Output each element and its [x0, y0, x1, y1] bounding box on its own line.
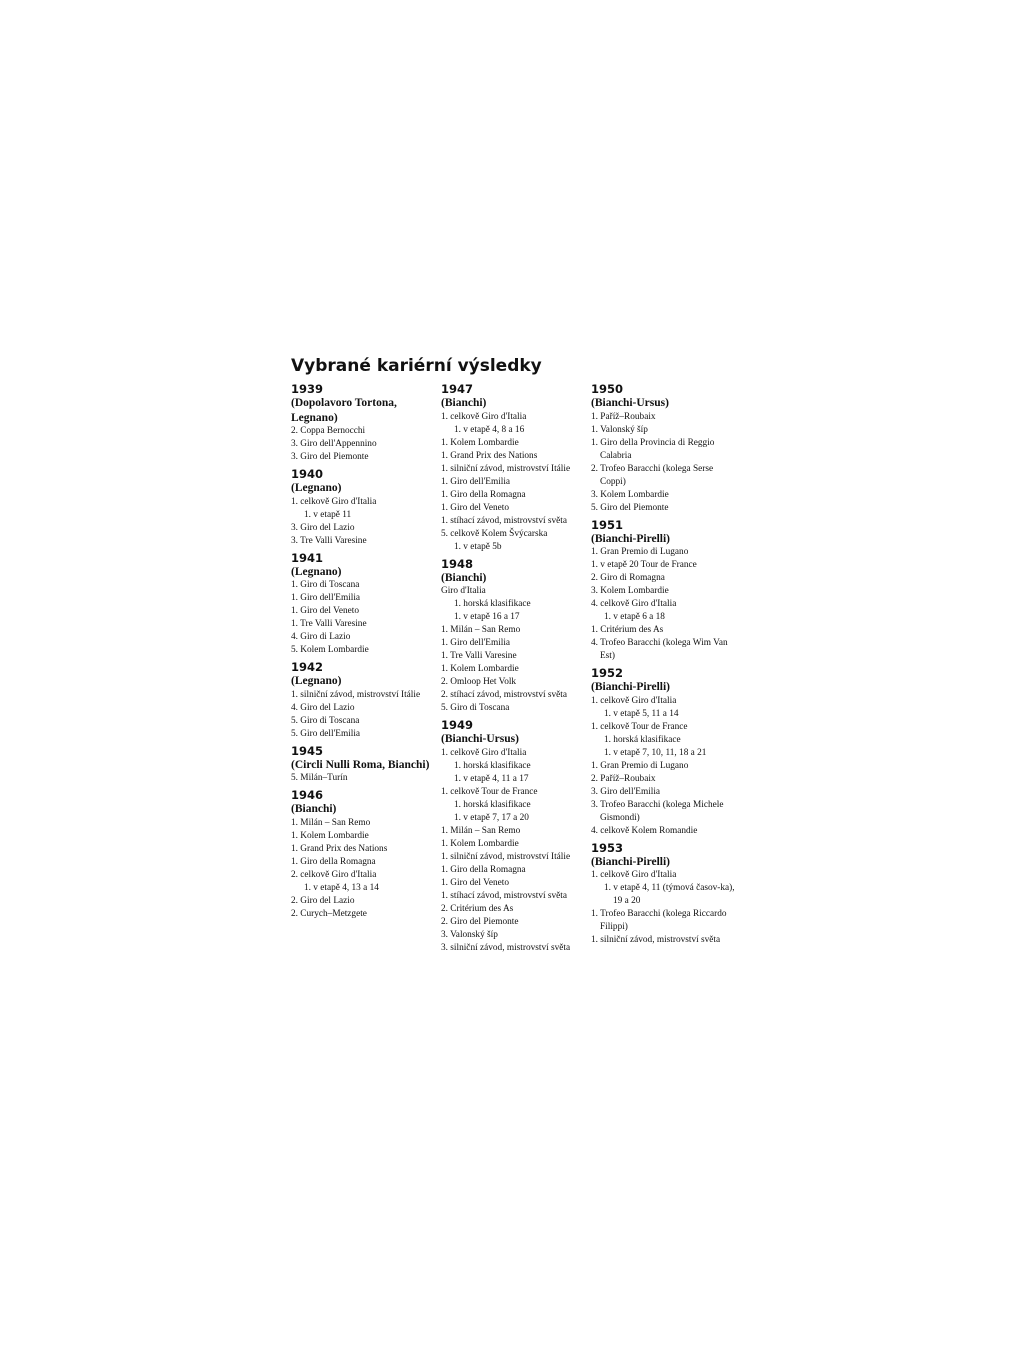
result-item: 3. Giro dell'Emilia	[591, 786, 661, 797]
year-heading: 1949	[441, 718, 474, 732]
result-item: 1. celkově Tour de France	[441, 786, 538, 797]
year-heading: 1942	[291, 660, 324, 674]
result-item: 1. Trofeo Baracchi (kolega Riccardo Filippi)	[591, 909, 727, 932]
year-heading: 1940	[291, 467, 324, 481]
results-column-2	[441, 382, 587, 955]
year-heading: 1952	[591, 666, 624, 680]
result-item: 1. v etapě 4, 11 a 17	[454, 773, 529, 784]
team-name: (Bianchi-Ursus)	[591, 397, 669, 409]
result-item: 1. Tre Valli Varesine	[291, 619, 367, 629]
year-heading: 1948	[441, 556, 474, 571]
result-item: 3. Trofeo Baracchi (kolega Michele Gismondi)	[591, 799, 724, 823]
result-item: 2. Critérium des As	[441, 903, 514, 914]
result-item: 1. Giro del Veneto	[441, 502, 509, 513]
team-name: (Bianchi)	[441, 397, 487, 409]
result-item: 4. Giro di Lazio	[291, 632, 351, 642]
result-item: 1. Kolem Lombardie	[441, 838, 519, 849]
result-item: 1. horská klasifikace	[454, 760, 531, 771]
result-item: 1. celkově Giro d'Italia	[291, 496, 377, 507]
result-item: 3. Giro del Piemonte	[291, 452, 369, 462]
result-item: 2. Paříž–Roubaix	[591, 773, 656, 784]
result-item: 1. celkově Giro d'Italia	[441, 411, 527, 422]
year-heading: 1945	[291, 743, 324, 758]
result-item: 1. v etapě 7, 10, 11, 18 a 21	[604, 747, 707, 758]
result-item: 3. Giro del Lazio	[291, 522, 355, 533]
result-item: 3. silniční závod, mistrovství světa	[441, 942, 571, 953]
result-item: 1. Milán – San Remo	[441, 625, 521, 635]
page-title: Vybrané kariérní výsledky	[291, 356, 542, 376]
result-item: 1. celkově Giro d'Italia	[441, 747, 527, 758]
result-item: 1. Paříž–Roubaix	[591, 411, 656, 422]
result-item: 5. Giro dell'Emilia	[291, 728, 361, 739]
result-item: 1. Giro del Veneto	[441, 877, 509, 888]
result-item: 2. stíhací závod, mistrovství světa	[441, 690, 568, 700]
result-item: 5. Giro di Toscana	[291, 715, 360, 726]
result-item: 2. celkově Giro d'Italia	[291, 869, 377, 880]
results-column-3	[591, 382, 741, 947]
result-item: 1. Kolem Lombardie	[441, 437, 519, 448]
result-item: 1. v etapě 5b	[454, 541, 502, 552]
result-item: 5. Giro del Piemonte	[591, 502, 669, 513]
team-name: (Bianchi-Pirelli)	[591, 855, 671, 868]
result-item: 4. Trofeo Baracchi (kolega Wim Van Est)	[591, 638, 728, 661]
year-heading: 1941	[291, 550, 324, 565]
team-name: (Legnano)	[291, 565, 342, 578]
result-item: 5. celkově Kolem Švýcarska	[441, 528, 548, 539]
result-item: 1. v etapě 5, 11 a 14	[604, 708, 679, 719]
result-item: 5. Milán–Turín	[291, 773, 348, 783]
team-name: (Legnano)	[291, 675, 342, 687]
result-item: 1. silniční závod, mistrovství Itálie	[441, 463, 571, 474]
year-heading: 1950	[591, 382, 624, 396]
result-item: 1. Giro della Provincia di Reggio Calabria	[591, 437, 715, 461]
year-heading: 1946	[291, 788, 324, 802]
result-item: 1. celkově Giro d'Italia	[591, 695, 677, 706]
result-item: 1. v etapě 4, 11 (týmová časov-ka), 19 a 20	[604, 883, 735, 906]
result-item: 1. silniční závod, mistrovství světa	[591, 935, 721, 945]
result-item: 1. horská klasifikace	[604, 734, 681, 745]
result-item: 3. Kolem Lombardie	[591, 586, 669, 596]
result-item: 1. Milán – San Remo	[291, 817, 371, 828]
result-item: 1. Giro della Romagna	[441, 864, 526, 875]
year-heading: 1953	[591, 840, 624, 855]
result-item: 2. Curych–Metzgete	[291, 908, 367, 919]
result-item: 4. celkově Kolem Romandie	[591, 825, 698, 836]
result-item: 2. Giro del Lazio	[291, 895, 355, 906]
result-item: Giro d'Italia	[441, 586, 486, 596]
result-item: 1. Giro dell'Emilia	[441, 476, 511, 487]
team-name: (Dopolavoro Tortona, Legnano)	[291, 397, 397, 424]
result-item: 2. Trofeo Baracchi (kolega Serse Coppi)	[591, 463, 714, 487]
year-heading: 1947	[441, 382, 474, 396]
result-item: 1. Gran Premio di Lugano	[591, 547, 689, 557]
result-item: 1. silniční závod, mistrovství Itálie	[441, 851, 571, 862]
result-item: 2. Coppa Bernocchi	[291, 426, 366, 436]
result-item: 1. celkově Tour de France	[591, 721, 688, 732]
result-item: 1. silniční závod, mistrovství Itálie	[291, 689, 421, 700]
result-item: 1. Kolem Lombardie	[441, 664, 519, 674]
result-item: 3. Kolem Lombardie	[591, 489, 669, 500]
result-item: 1. horská klasifikace	[454, 799, 531, 810]
result-item: 1. stíhací závod, mistrovství světa	[441, 515, 568, 526]
result-item: 4. celkově Giro d'Italia	[591, 599, 677, 609]
result-item: 3. Giro dell'Appennino	[291, 439, 377, 449]
result-item: 1. v etapě 6 a 18	[604, 612, 665, 622]
result-item: 2. Giro del Piemonte	[441, 916, 519, 927]
result-item: 3. Tre Valli Varesine	[291, 535, 367, 546]
result-item: 5. Kolem Lombardie	[291, 645, 369, 655]
team-name: (Circli Nulli Roma, Bianchi)	[291, 758, 430, 771]
result-item: 1. horská klasifikace	[454, 599, 531, 609]
result-item: 2. Omloop Het Volk	[441, 677, 517, 687]
result-item: 1. v etapě 16 a 17	[454, 612, 520, 622]
result-item: 1. Giro della Romagna	[441, 489, 526, 500]
result-item: 1. Tre Valli Varesine	[441, 651, 517, 661]
result-item: 1. v etapě 4, 8 a 16	[454, 424, 525, 435]
result-item: 1. v etapě 20 Tour de France	[591, 560, 697, 570]
result-item: 1. Giro di Toscana	[291, 580, 360, 590]
result-item: 1. v etapě 4, 13 a 14	[304, 882, 379, 893]
result-item: 4. Giro del Lazio	[291, 702, 355, 713]
team-name: (Bianchi)	[291, 803, 337, 815]
result-item: 1. Gran Premio di Lugano	[591, 760, 689, 771]
result-item: 1. stíhací závod, mistrovství světa	[441, 890, 568, 901]
result-item: 1. Critérium des As	[591, 625, 664, 635]
result-item: 2. Giro di Romagna	[591, 573, 665, 583]
result-item: 1. Valonský šíp	[591, 424, 648, 435]
result-item: 1. Grand Prix des Nations	[441, 450, 538, 461]
result-item: 1. Giro dell'Emilia	[441, 638, 511, 648]
team-name: (Bianchi-Ursus)	[441, 733, 519, 745]
result-item: 3. Valonský šíp	[441, 929, 498, 940]
result-item: 1. Giro della Romagna	[291, 856, 376, 867]
year-heading: 1951	[591, 517, 624, 532]
result-item: 1. Grand Prix des Nations	[291, 843, 388, 854]
result-item: 1. v etapě 11	[304, 509, 352, 520]
result-item: 1. celkově Giro d'Italia	[591, 870, 677, 880]
result-item: 1. Giro dell'Emilia	[291, 593, 361, 603]
result-item: 1. Kolem Lombardie	[291, 830, 369, 841]
results-column-1	[291, 382, 433, 921]
result-item: 1. v etapě 7, 17 a 20	[454, 812, 529, 823]
team-name: (Legnano)	[291, 482, 342, 494]
result-item: 1. Giro del Veneto	[291, 606, 359, 616]
team-name: (Bianchi-Pirelli)	[591, 681, 671, 693]
year-heading: 1939	[291, 382, 324, 396]
result-item: 1. Milán – San Remo	[441, 825, 521, 836]
team-name: (Bianchi)	[441, 571, 487, 584]
result-item: 5. Giro di Toscana	[441, 703, 510, 713]
team-name: (Bianchi-Pirelli)	[591, 532, 671, 545]
